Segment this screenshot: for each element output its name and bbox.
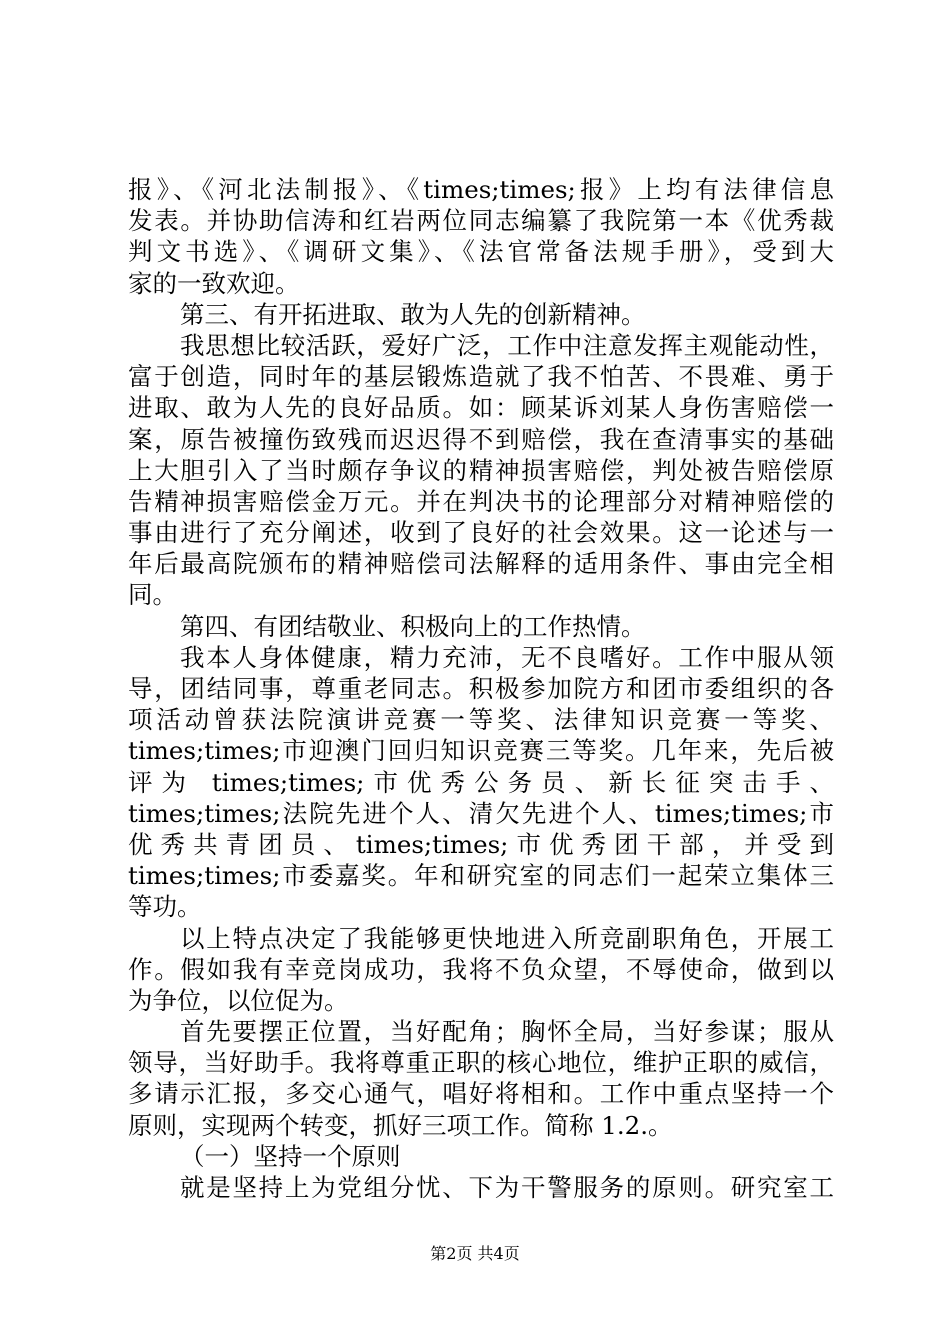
text-line: 我本人身体健康，精力充沛，无不良嗜好。工作中服从领 [180,642,834,672]
text-line: 进取、敢为人先的良好品质。如：顾某诉刘某人身伤害赔偿一 [128,393,834,423]
text-line: 导，团结同事，尊重老同志。积极参加院方和团市委组织的各 [128,674,834,703]
text-line: 项活动曾获法院演讲竞赛一等奖、法律知识竞赛一等奖、 [128,705,834,735]
text-line: （一）坚持一个原则 [180,1141,401,1171]
text-line: 案，原告被撞伤致残而迟迟得不到赔偿，我在查清事实的基础 [128,424,834,454]
text-line: 以上特点决定了我能够更快地进入所竞副职角色，开展工 [180,923,834,953]
text-line: 第三、有开拓进取、敢为人先的创新精神。 [180,299,646,329]
text-line: 判文书选》、《调研文集》、《法官常备法规手册》，受到大 [128,237,834,267]
text-line: 上大胆引入了当时颇存争议的精神损害赔偿，判处被告赔偿原 [128,455,834,485]
text-line: 我思想比较活跃，爱好广泛，工作中注意发挥主观能动性， [180,330,834,360]
text-line: 多请示汇报，多交心通气，唱好将相和。工作中重点坚持一个 [128,1079,834,1109]
text-line: 等功。 [128,892,202,922]
text-line: 就是坚持上为党组分忧、下为干警服务的原则。研究室工 [180,1173,834,1202]
text-line: 年后最高院颁布的精神赔偿司法解释的适用条件、事由完全相 [128,549,834,579]
text-line: times;times;市委嘉奖。年和研究室的同志们一起荣立集体三 [128,861,834,891]
text-line: 发表。并协助信涛和红岩两位同志编纂了我院第一本《优秀裁 [128,206,834,236]
text-line: 富于创造，同时年的基层锻炼造就了我不怕苦、不畏难、勇于 [128,362,834,392]
text-line: 优秀共青团员、times;times;市优秀团干部，并受到 [128,829,834,859]
text-line: times;times;法院先进个人、清欠先进个人、times;times;市 [128,798,834,828]
text-line: 报》、《河北法制报》、《times;times;报》上均有法律信息 [128,175,834,204]
text-line: 原则，实现两个转变，抓好三项工作。简称 1.2.。 [128,1110,673,1140]
text-line: 告精神损害赔偿金万元。并在判决书的论理部分对精神赔偿的 [128,486,834,516]
text-line: 首先要摆正位置，当好配角；胸怀全局，当好参谋；服从 [180,1017,834,1047]
text-line: 领导，当好助手。我将尊重正职的核心地位，维护正职的威信， [128,1048,834,1078]
text-line: 事由进行了充分阐述，收到了良好的社会效果。这一论述与一 [128,518,834,548]
text-line: 家的一致欢迎。 [128,268,300,298]
text-line: 为争位，以位促为。 [128,985,349,1015]
text-line: 作。假如我有幸竞岗成功，我将不负众望，不辱使命，做到以 [128,954,834,984]
text-line: 第四、有团结敬业、积极向上的工作热情。 [180,611,646,641]
text-line: times;times;市迎澳门回归知识竞赛三等奖。几年来，先后被 [128,736,834,766]
text-line: 评为 times;times;市优秀公务员、新长征突击手、 [128,767,834,797]
text-line: 同。 [128,580,177,610]
document-body [128,174,834,1203]
page-number-footer: 第2页 共4页 [430,1244,520,1263]
